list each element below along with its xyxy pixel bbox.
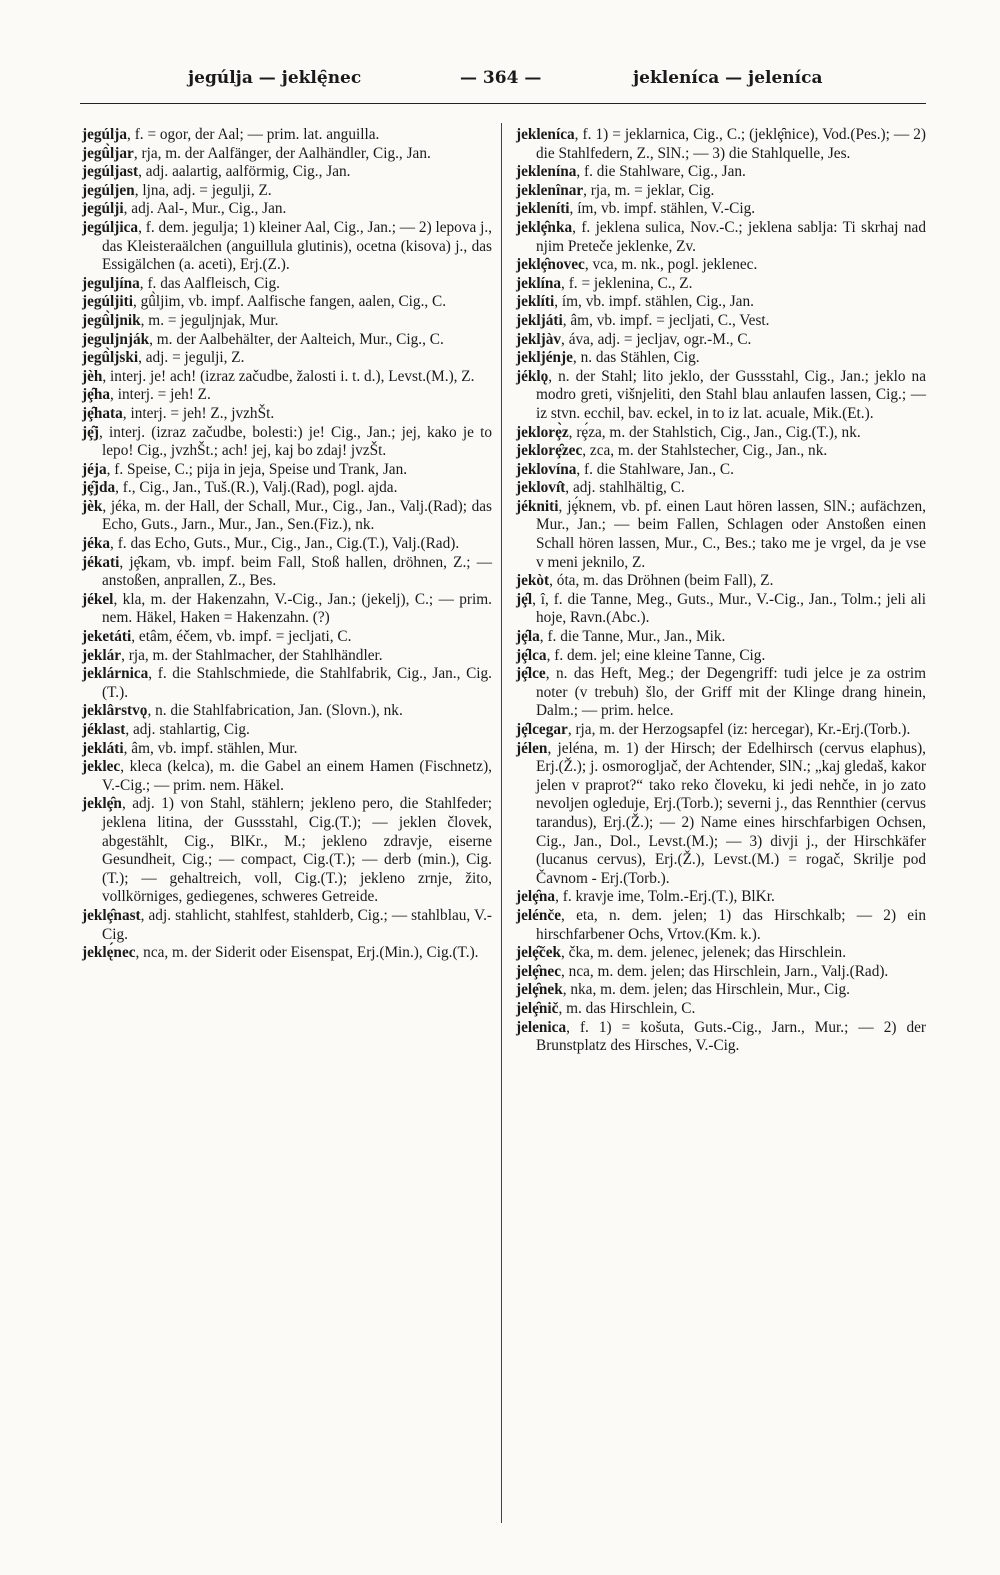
dictionary-entry xyxy=(82,386,492,405)
entry-definition: , interj. je! ach! (izraz začudbe, žalosti i. t. d.), Levst.(M.), Z. xyxy=(102,367,475,385)
entry-headword: jȩ̑jda xyxy=(82,479,116,497)
entry-definition: , f. das Echo, Guts., Mur., Cig., Jan., Cig.(T.), Valj.(Rad). xyxy=(110,535,460,553)
dictionary-entry xyxy=(82,200,492,219)
entry-definition: , adj. aalartig, aalförmig, Cig., Jan. xyxy=(138,163,351,181)
dictionary-entry xyxy=(82,479,492,498)
dictionary-entry xyxy=(516,219,926,256)
entry-headword: jekleníca xyxy=(516,126,575,143)
dictionary-entry xyxy=(82,498,492,535)
right-column xyxy=(516,126,926,1056)
dictionary-entry xyxy=(516,1000,926,1019)
entry-definition: , f. = ogor, der Aal; — prim. lat. anguilla. xyxy=(127,126,380,143)
entry-headword: jeklovı̂t xyxy=(516,479,566,497)
entry-definition: , f. dem. jel; eine kleine Tanne, Cig. xyxy=(546,646,766,664)
entry-headword: jegúljen xyxy=(82,181,135,199)
entry-headword: jegúlji xyxy=(82,200,124,218)
dictionary-entry xyxy=(516,442,926,461)
entry-definition: , zca, m. der Stahlstecher, Cig., Jan., nk. xyxy=(582,442,828,460)
entry-headword: jeklę́nec xyxy=(82,944,136,962)
entry-definition: , interj. = jeh! Z. xyxy=(110,386,211,404)
entry-headword: jeklína xyxy=(516,274,562,292)
column-divider xyxy=(501,123,502,1523)
entry-headword: jeklorȩ̑zec xyxy=(516,442,583,460)
entry-headword: jegúlja xyxy=(82,126,128,143)
dictionary-entry xyxy=(516,888,926,907)
dictionary-entry xyxy=(516,331,926,350)
entry-definition: , adj. stahlartig, Cig. xyxy=(125,721,250,738)
dictionary-entry xyxy=(516,963,926,982)
dictionary-entry xyxy=(82,758,492,795)
entry-definition: , čka, m. dem. jelenec, jelenek; das Hirschlein. xyxy=(561,944,847,962)
entry-headword: jéklǫ xyxy=(516,367,549,385)
entry-definition: , m. = jeguljnjak, Mur. xyxy=(140,311,279,329)
dictionary-entry xyxy=(516,740,926,889)
entry-definition: , f. = jeklenina, C., Z. xyxy=(561,274,693,292)
entry-definition: , kla, m. der Hakenzahn, V.-Cig., Jan.; (jekelj), C.; — prim. nem. Häkel, Haken = Hakenzahn. (?) xyxy=(102,590,492,627)
entry-headword: jeguljnják xyxy=(82,330,150,348)
entry-headword: jéka xyxy=(82,535,111,553)
entry-definition: , rja, m. der Stahlmacher, der Stahlhändler. xyxy=(121,646,383,664)
entry-headword: jékniti xyxy=(516,497,559,515)
entry-definition: , nca, m. der Siderit oder Eisenspat, Erj.(Min.), Cig.(T.). xyxy=(135,944,479,962)
entry-definition: , n. das Heft, Meg.; der Degengriff: tudi jelce je za ostrim noter (v trebuh) šlo, der Griff mit der Klinge drang hinein, Dalm.; — prim. helce. xyxy=(536,665,926,720)
dictionary-entry xyxy=(516,1019,926,1056)
entry-definition: , interj. = jeh! Z., jvzhŠt. xyxy=(122,404,275,422)
entry-headword: jeklár xyxy=(82,646,122,664)
entry-headword: jèk xyxy=(82,497,103,515)
dictionary-entry xyxy=(516,647,926,666)
entry-definition: , f. 1) = jeklarnica, Cig., C.; (jeklȩ̑nice), Vod.(Pes.); — 2) die Stahlfedern, Z., SlN.; — 3) die Stahlquelle, Jes. xyxy=(536,126,926,162)
entry-definition: , n. das Stählen, Cig. xyxy=(572,349,700,367)
dictionary-entry xyxy=(516,293,926,312)
header-right-guideword: jeklenı́ca — jelenı́ca xyxy=(633,68,823,88)
dictionary-entry xyxy=(516,424,926,443)
entry-headword: jeguljína xyxy=(82,274,140,292)
entry-definition: , ím, vb. impf. stählen, Cig., Jan. xyxy=(554,293,754,311)
entry-headword: jeklíti xyxy=(516,293,555,311)
dictionary-entry xyxy=(82,349,492,368)
entry-definition: , f. Speise, C.; pija in jeja, Speise und Trank, Jan. xyxy=(106,460,408,478)
dictionary-entry xyxy=(516,981,926,1000)
entry-headword: jelénče xyxy=(516,906,562,924)
entry-definition: , f. 1) = košuta, Guts.-Cig., Jarn., Mur.; — 2) der Brunstplatz des Hirsches, V.-Cig. xyxy=(536,1018,926,1055)
dictionary-entry xyxy=(516,256,926,275)
entry-headword: jeklârstvǫ xyxy=(82,702,148,720)
entry-definition: , adj. 1) von Stahl, stählern; jekleno pero, die Stahlfeder; jeklena litina, der Gussstahl, Cig.(T.); — jeklen človek, abgestählt, Cig., BlKr., M.; jekleno zdravje, eiserne Gesundheit, Cig.; — compact, Cig.(T.); — derb (min.), Cig.(T.); — gehaltreich, voll, Cig.(T.); jekleno zrnje, žito, vollkörniges, gediegenes, schweres Getreide. xyxy=(102,795,492,906)
entry-headword: jeklorȩ̀z xyxy=(516,423,569,441)
entry-headword: jegúljast xyxy=(82,163,139,181)
entry-definition: , kleca (kelca), m. die Gabel an einem Hamen (Fischnetz), V.-Cig.; — prim. nem. Häkel. xyxy=(102,758,492,794)
entry-headword: jékel xyxy=(82,590,114,608)
entry-definition: , m. das Hirschlein, C. xyxy=(558,999,696,1017)
dictionary-entry xyxy=(516,572,926,591)
dictionary-entry xyxy=(516,479,926,498)
dictionary-entry xyxy=(82,368,492,387)
entry-headword: jeklȩ̑n xyxy=(82,795,122,813)
dictionary-entry xyxy=(82,535,492,554)
dictionary-entry xyxy=(82,907,492,944)
dictionary-entry xyxy=(82,275,492,294)
dictionary-entry xyxy=(82,647,492,666)
entry-headword: jȩ̑j xyxy=(82,423,99,441)
dictionary-entry xyxy=(82,424,492,461)
dictionary-entry xyxy=(516,591,926,628)
dictionary-entry xyxy=(516,944,926,963)
dictionary-entry xyxy=(82,163,492,182)
entry-headword: jelȩ̑nek xyxy=(516,981,563,999)
dictionary-entry xyxy=(516,126,926,163)
entry-definition: , rȩ́za, m. der Stahlstich, Cig., Jan., Cig.(T.), nk. xyxy=(568,423,861,441)
entry-headword: jeklárnica xyxy=(82,665,149,683)
entry-headword: jeklenína xyxy=(516,163,577,181)
entry-definition: , óta, m. das Dröhnen (beim Fall), Z. xyxy=(549,572,774,590)
entry-headword: jeklȩ̑nka xyxy=(516,218,573,236)
entry-definition: , adj. stahlicht, stahlfest, stahlderb, Cig.; — stahlblau, V.-Cig. xyxy=(102,906,492,943)
entry-headword: jekòt xyxy=(516,572,550,590)
entry-headword: jelȩ̑nec xyxy=(516,962,562,980)
entry-definition: , n. der Stahl; lito jeklo, der Gussstahl, Cig., Jan.; jeklo na modro greti, višnjeliti, den Stahl blau anlaufen lassen, Cig.; — iz stvn. ecchil, bav. eckel, in to iz lat. acuale, Mik.(Et.). xyxy=(536,367,926,422)
entry-definition: , jéka, m. der Hall, der Schall, Mur., Cig., Jan., Valj.(Rad); das Echo, Guts., Jarn., Mur., Jan., Sen.(Fiz.), nk. xyxy=(102,497,492,534)
entry-definition: , jeléna, m. 1) der Hirsch; der Edelhirsch (cervus elaphus), Erj.(Ž.); j. osmorogljač, der Achtender, SlN.; „kaj gledaš, kakor jelen v praprot?“ tako reko človeku, ki jedi nehče, in jo zato nevoljen ogleduje, Erj.(Torb.); severni j., das Rennthier (cervus tarandus), Erj.(Ž.); — 2) Name eines hirschfarbigen Ochsen, Cig., Jan., Dol., Levst.(M.); — 3) divji j., der Hirschkäfer (lucanus cervus), Erj.(Ž.), Levst.(M.) = rogač, Skrilje pod Čavnom - Erj.(Torb.). xyxy=(536,739,926,887)
dictionary-entry xyxy=(516,721,926,740)
dictionary-entry xyxy=(516,349,926,368)
entry-headword: jeklec xyxy=(82,758,121,776)
dictionary-entry xyxy=(516,200,926,219)
dictionary-entry xyxy=(516,275,926,294)
entry-definition: , n. die Stahlfabrication, Jan. (Slovn.), nk. xyxy=(147,702,403,720)
entry-headword: jékati xyxy=(82,553,120,571)
entry-definition: , etâm, éčem, vb. impf. = jecljati, C. xyxy=(131,628,352,646)
entry-definition: , î, f. die Tanne, Meg., Guts., Mur., V.-Cig., Jan., Tolm.; jeli ali hoje, Ravn.(Abc.). xyxy=(532,590,926,627)
dictionary-entry xyxy=(516,312,926,331)
entry-headword: jegúljiti xyxy=(82,293,133,311)
entry-definition: , f. jeklena sulica, Nov.-C.; jeklena sablja: Ti skrhaj nad njim Preteče jeklenke, Zv. xyxy=(536,218,926,255)
entry-headword: jeklȩ̑nast xyxy=(82,906,141,924)
entry-definition: , f. das Aalfleisch, Cig. xyxy=(139,274,280,292)
entry-definition: , âm, vb. impf. = jecljati, C., Vest. xyxy=(562,311,770,329)
dictionary-entry xyxy=(82,219,492,275)
entry-definition: , f. die Stahlware, Jan., C. xyxy=(576,460,734,478)
entry-headword: jekleníti xyxy=(516,200,570,218)
dictionary-entry xyxy=(516,163,926,182)
entry-definition: , m. der Aalbehälter, der Aalteich, Mur., Cig., C. xyxy=(149,330,444,348)
entry-headword: jekljàv xyxy=(516,330,562,348)
entry-headword: jegû̀ljnik xyxy=(82,311,141,329)
entry-headword: jeklenînar xyxy=(516,181,584,199)
dictionary-entry xyxy=(516,628,926,647)
dictionary-entry xyxy=(82,944,492,963)
entry-definition: , f., Cig., Jan., Tuš.(R.), Valj.(Rad), pogl. ajda. xyxy=(115,479,398,497)
entry-headword: jelȩ̑nič xyxy=(516,999,559,1017)
entry-headword: jȩ̑lcegar xyxy=(516,721,568,738)
entry-headword: jekláti xyxy=(82,739,124,757)
entry-definition: , adj. = jegulji, Z. xyxy=(138,349,245,367)
entry-definition: , nka, m. dem. jelen; das Hirschlein, Mur., Cig. xyxy=(562,981,850,999)
entry-definition: , adj. Aal-, Mur., Cig., Jan. xyxy=(123,200,287,218)
entry-headword: jȩ̑la xyxy=(516,628,540,646)
dictionary-entry xyxy=(82,293,492,312)
entry-headword: jelȩ̑ček xyxy=(516,944,562,962)
entry-headword: jȩ̑hata xyxy=(82,404,123,422)
entry-definition: , jȩ̑kam, vb. impf. beim Fall, Stoß hallen, dröhnen, Z.; — anstoßen, anprallen, Z., Bes. xyxy=(102,553,492,590)
entry-definition: , interj. (izraz začudbe, bolesti:) je! Cig., Jan.; jej, kako je to lepo! Cig., jvzhŠt.; ach! jej, kaj bo zdaj! jvzŠt. xyxy=(98,423,492,460)
dictionary-entry xyxy=(82,126,492,145)
entry-headword: jȩ̑lca xyxy=(516,646,547,664)
entry-definition: , f. die Stahlware, Cig., Jan. xyxy=(576,163,746,181)
header-rule xyxy=(80,103,926,104)
page-header xyxy=(80,68,926,102)
dictionary-entry xyxy=(516,461,926,480)
entry-definition: , gû̀ljim, vb. impf. Aalfische fangen, aalen, Cig., C. xyxy=(132,293,447,311)
entry-headword: jȩ̑l xyxy=(516,590,533,608)
entry-definition: , f. dem. jegulja; 1) kleiner Aal, Cig., Jan.; — 2) lepova j., das Kleisteraälchen (anguillula glutinis), ocetna (kisova) j., das Essigälchen (a. aceti), Erj.(Z.). xyxy=(102,218,492,274)
entry-headword: jelȩ̑na xyxy=(516,888,556,906)
dictionary-entry xyxy=(82,461,492,480)
entry-definition: , eta, n. dem. jelen; 1) das Hirschkalb; — 2) ein hirschfarbener Ochs, Vrtov.(Km. k.). xyxy=(536,906,926,943)
dictionary-entry xyxy=(82,405,492,424)
entry-headword: jegû̀ljar xyxy=(82,144,134,162)
entry-headword: jélen xyxy=(516,739,548,757)
entry-definition: , ljna, adj. = jegulji, Z. xyxy=(134,181,272,199)
entry-definition: , áva, adj. = jecljav, ogr.-M., C. xyxy=(561,330,752,348)
entry-headword: jȩ̑lce xyxy=(516,665,546,683)
dictionary-entry xyxy=(82,312,492,331)
entry-definition: , rja, m. = jeklar, Cig. xyxy=(583,181,715,199)
dictionary-entry xyxy=(82,721,492,740)
dictionary-entry xyxy=(82,145,492,164)
entry-definition: , jȩ́knem, vb. pf. einen Laut hören lassen, SlN.; aufächzen, Mur., Jan.; — beim Fallen, Schlagen oder Anstoßen einen Schall hören lassen, Mur., C., Bes.; tako me je vrgel, da je vse v meni jeknilo, Z. xyxy=(536,497,926,571)
entry-definition: , ím, vb. impf. stählen, V.-Cig. xyxy=(569,200,756,218)
entry-definition: , f. die Tanne, Mur., Jan., Mik. xyxy=(539,628,726,646)
entry-headword: jeklȩ̑novec xyxy=(516,256,585,274)
dictionary-entry xyxy=(516,498,926,572)
entry-headword: jéja xyxy=(82,460,107,478)
dictionary-entry xyxy=(82,182,492,201)
entry-definition: , âm, vb. impf. stählen, Mur. xyxy=(123,739,298,757)
dictionary-entry xyxy=(516,665,926,721)
dictionary-entry xyxy=(82,554,492,591)
entry-definition: , adj. stahlhältig, C. xyxy=(565,479,685,497)
dictionary-entry xyxy=(516,182,926,201)
dictionary-entry xyxy=(516,907,926,944)
entry-headword: jȩ̑ha xyxy=(82,386,111,404)
entry-headword: jelenica xyxy=(516,1018,567,1036)
dictionary-entry xyxy=(516,368,926,424)
entry-definition: , nca, m. dem. jelen; das Hirschlein, Jarn., Valj.(Rad). xyxy=(561,962,889,980)
entry-definition: , f. die Stahlschmiede, die Stahlfabrik, Cig., Jan., Cig.(T.). xyxy=(102,665,492,701)
page-number: — 364 — xyxy=(460,68,542,88)
entry-headword: jekljáti xyxy=(516,311,563,329)
entry-headword: jegû̀ljski xyxy=(82,349,139,367)
dictionary-entry xyxy=(82,702,492,721)
entry-headword: jegúljica xyxy=(82,218,139,236)
dictionary-entry xyxy=(82,740,492,759)
header-left-guideword: jegúlja — jeklę̑nec xyxy=(188,68,362,88)
dictionary-entry xyxy=(82,795,492,907)
entry-definition: , rja, m. der Herzogsapfel (iz: hercegar), Kr.-Erj.(Torb.). xyxy=(567,721,911,738)
entry-definition: , rja, m. der Aalfänger, der Aalhändler, Cig., Jan. xyxy=(133,144,431,162)
entry-headword: jekljénje xyxy=(516,349,573,367)
entry-headword: jeklovína xyxy=(516,460,577,478)
entry-headword: jèh xyxy=(82,367,103,385)
entry-headword: jeketáti xyxy=(82,628,132,646)
left-column xyxy=(82,126,492,963)
entry-headword: jéklast xyxy=(82,721,126,738)
dictionary-entry xyxy=(82,591,492,628)
entry-definition: , f. kravje ime, Tolm.-Erj.(T.), BlKr. xyxy=(555,888,775,906)
dictionary-entry xyxy=(82,331,492,350)
dictionary-entry xyxy=(82,665,492,702)
dictionary-entry xyxy=(82,628,492,647)
entry-definition: , vca, m. nk., pogl. jeklenec. xyxy=(584,256,758,274)
